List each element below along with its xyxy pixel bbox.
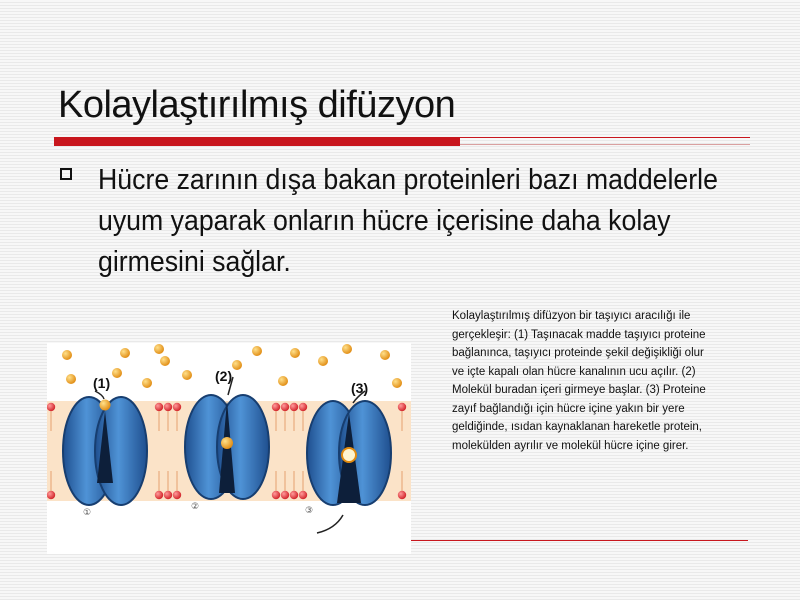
title-underline-thin-secondary (460, 144, 750, 145)
solute-molecule (154, 344, 164, 354)
step-label-2: (2) (215, 368, 233, 384)
solute-molecule (392, 378, 402, 388)
lipid-head (164, 491, 172, 499)
lipid-head (164, 403, 172, 411)
lipid-head (281, 403, 289, 411)
step-label-1: (1) (93, 375, 111, 391)
solute-molecule (318, 356, 328, 366)
solute-molecule (252, 346, 262, 356)
solute-molecule (66, 374, 76, 384)
molecule-in-channel (221, 437, 233, 449)
lipid-head (281, 491, 289, 499)
small-step-label-3: ③ (305, 506, 314, 516)
solute-molecule (160, 356, 170, 366)
lipid-head (299, 491, 307, 499)
carrier-protein-2 (185, 395, 269, 499)
solute-molecule (278, 376, 288, 386)
solute-molecule (182, 370, 192, 380)
lipid-head (299, 403, 307, 411)
lipid-head (155, 491, 163, 499)
lipid-head (173, 491, 181, 499)
carrier-protein-1 (63, 397, 147, 505)
figure-underline (411, 540, 748, 541)
facilitated-diffusion-figure (47, 343, 411, 554)
solute-molecule (342, 344, 352, 354)
solute-molecule (62, 350, 72, 360)
solute-molecule (142, 378, 152, 388)
small-step-label-2: ② (191, 502, 200, 512)
solute-molecule (120, 348, 130, 358)
lipid-head (272, 403, 280, 411)
bullet-text: Hücre zarının dışa bakan proteinleri bazı maddelerle uyum yaparak onların hücre içerisine daha kolay girmesini sağlar. (98, 164, 718, 278)
title-underline-bar (54, 137, 460, 146)
lipid-head (155, 403, 163, 411)
molecule-released (342, 448, 356, 462)
lipid-head (290, 403, 298, 411)
step-label-3: (3) (351, 380, 369, 396)
small-step-label-1: ① (83, 508, 92, 518)
lipid-head (398, 403, 406, 411)
title-underline-thin (460, 137, 750, 138)
membrane-illustration (47, 343, 411, 554)
solute-molecule (112, 368, 122, 378)
solute-molecule (380, 350, 390, 360)
lipid-head (47, 491, 55, 499)
carrier-protein-3 (307, 401, 391, 505)
solute-molecule (232, 360, 242, 370)
molecule-binding (100, 400, 111, 411)
slide-title: Kolaylaştırılmış difüzyon (58, 84, 456, 126)
lipid-head (173, 403, 181, 411)
figure-caption: Kolaylaştırılmış difüzyon bir taşıyıcı aracılığı ile gerçekleşir: (1) Taşınacak madde taşıyıcı proteine bağlanınca, taşıyıcı proteinde şekil değişikliği olur ve içte kapalı olan hücre kanalının ucu açılır. (2) Molekül buradan içeri girmeye başlar. (3) Proteine zayıf bağlandığı için hücre içine yakın bir yere geldiğinde, ısıdan kaynaklanan hareketle protein, molekülden ayrılır ve molekül hücre içine girer. (452, 310, 706, 452)
bullet-square-icon (60, 168, 72, 180)
lipid-head (272, 491, 280, 499)
lipid-head (290, 491, 298, 499)
solute-molecule (290, 348, 300, 358)
lipid-head (398, 491, 406, 499)
lipid-head (47, 403, 55, 411)
